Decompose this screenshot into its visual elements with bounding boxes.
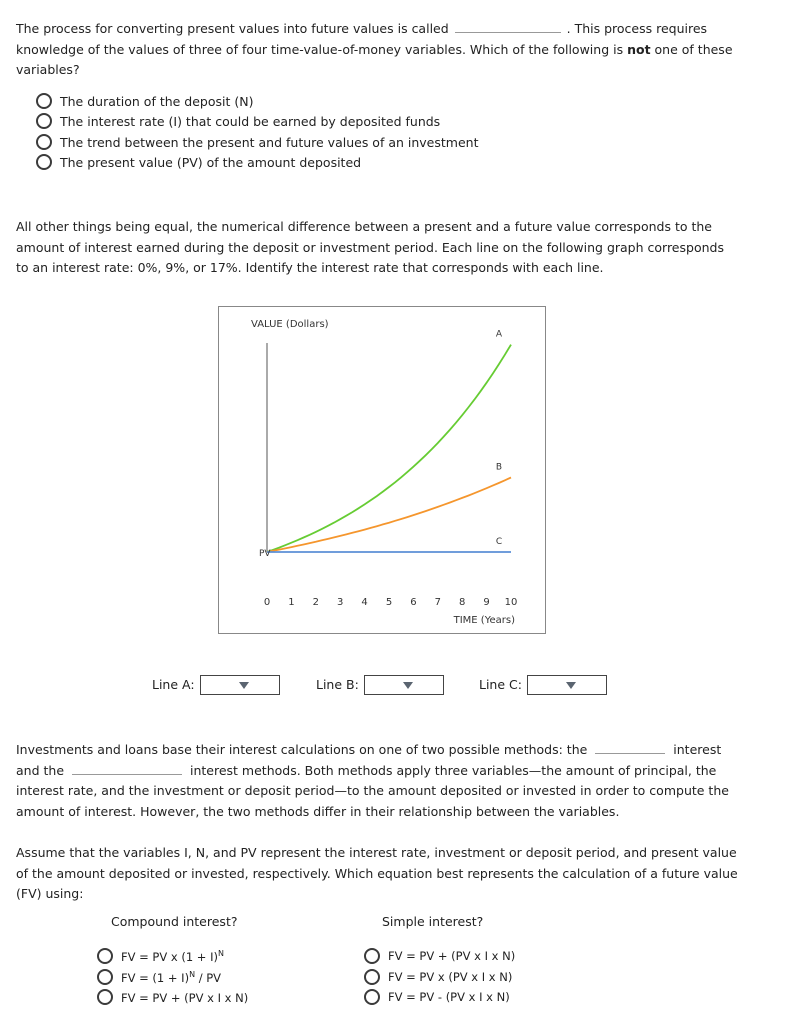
- line-c-label: Line C:: [479, 677, 522, 692]
- option-label: The duration of the deposit (N): [60, 93, 254, 109]
- q3-text1: Investments and loans base their interest calculations on one of two possible methods: the: [16, 742, 588, 757]
- chevron-down-icon: [239, 682, 249, 689]
- q4-intro: Assume that the variables I, N, and PV represent the interest rate, investment or deposit period, and present value of the amount deposited or invested, respectively. Which equation best represents the calculation of a future value (FV) using:: [16, 845, 738, 901]
- q2-intro: All other things being equal, the numerical difference between a present and a future value corresponds to the amount of interest earned during the deposit or investment period. Each line on the following graph corresponds to an interest rate: 0%, 9%, or 17%. Identify the interest rate that corresponds with each line.: [16, 219, 724, 275]
- line-a-label: Line A:: [152, 677, 195, 692]
- simple-option-0[interactable]: [364, 946, 515, 966]
- radio-button[interactable]: [364, 989, 380, 1005]
- q3-text3: the: [43, 762, 65, 778]
- option-label: The trend between the present and future values of an investment: [60, 134, 479, 150]
- q1-prompt: [16, 19, 736, 81]
- q1-option-1[interactable]: [36, 111, 440, 131]
- q3-text4: interest methods. Both methods apply three variables—the amount of principal, the interest rate, and the investment or deposit period—to the amount deposited or invested in order to compute the amount of interest. However, the two methods differ in their relationship between the variables.: [16, 762, 729, 819]
- q1-emphasis: not: [627, 41, 651, 57]
- x-tick-label: 6: [410, 597, 417, 608]
- series-line-a: [267, 345, 511, 552]
- chart-xlabel: TIME (Years): [453, 615, 515, 626]
- x-tick-label: 3: [337, 597, 344, 608]
- q3-prompt: [16, 740, 746, 822]
- formula-label: FV = PV x (PV x I x N): [388, 970, 513, 984]
- simple-option-2[interactable]: [364, 987, 510, 1007]
- q1-blank-input[interactable]: [455, 20, 561, 33]
- series-label-b: B: [495, 462, 503, 473]
- line-b-dropdown[interactable]: [364, 675, 444, 695]
- option-label: The present value (PV) of the amount deposited: [60, 154, 362, 170]
- radio-button[interactable]: [364, 969, 380, 985]
- q1-text-before: The process for converting present values into future values is called: [16, 21, 449, 36]
- q3-text2: interest and: [16, 742, 722, 778]
- x-tick-label: 1: [288, 597, 295, 608]
- line-c-dropdown[interactable]: [527, 675, 607, 695]
- x-tick-label: 10: [504, 597, 518, 608]
- q3-blank-input-2[interactable]: [72, 762, 182, 775]
- q3-blank-input-1[interactable]: [595, 741, 665, 754]
- q1-option-0[interactable]: [36, 91, 253, 111]
- x-tick-label: 7: [434, 597, 441, 608]
- series-label-c: C: [495, 537, 503, 547]
- simple-option-1[interactable]: [364, 967, 512, 987]
- radio-button[interactable]: [97, 948, 113, 964]
- formula-label: FV = PV + (PV x I x N): [121, 990, 249, 1005]
- chart-ylabel: VALUE (Dollars): [251, 319, 329, 330]
- radio-button[interactable]: [36, 154, 52, 170]
- x-tick-label: 2: [312, 597, 319, 608]
- pv-label: PV: [259, 549, 271, 559]
- line-a-dropdown[interactable]: [200, 675, 280, 695]
- formula-label: FV = PV x $(1 + I)^N$: [121, 948, 224, 964]
- radio-button[interactable]: [97, 969, 113, 985]
- compound-option-1[interactable]: [97, 967, 221, 987]
- chart-panel: [218, 306, 546, 634]
- option-label: The interest rate (I) that could be earned by deposited funds: [60, 113, 441, 129]
- formula-label: FV = $(1 + I)^N$ / PV: [121, 969, 222, 985]
- value-time-chart: [219, 307, 545, 633]
- x-tick-label: 4: [361, 597, 368, 608]
- x-tick-label: 8: [459, 597, 466, 608]
- x-tick-label: 9: [483, 597, 490, 608]
- x-tick-label: 0: [263, 597, 271, 608]
- series-label-a: A: [495, 329, 503, 340]
- radio-button[interactable]: [36, 93, 52, 109]
- x-tick-label: 5: [385, 597, 393, 608]
- chevron-down-icon: [566, 682, 576, 689]
- radio-button[interactable]: [36, 134, 52, 150]
- q1-text-end: one of these variables?: [16, 41, 733, 77]
- compound-option-2[interactable]: [97, 987, 248, 1007]
- q1-option-2[interactable]: [36, 132, 478, 152]
- formula-label: FV = PV - (PV x I x N): [388, 990, 510, 1004]
- q1-option-3[interactable]: [36, 152, 361, 172]
- radio-button[interactable]: [36, 113, 52, 129]
- series-line-b: [267, 478, 511, 553]
- line-b-label: Line B:: [316, 677, 359, 692]
- formula-label: FV = PV + (PV x I x N): [388, 949, 516, 963]
- simple-heading: Simple interest?: [382, 914, 484, 929]
- radio-button[interactable]: [97, 989, 113, 1005]
- compound-option-0[interactable]: [97, 946, 224, 966]
- chevron-down-icon: [403, 682, 413, 689]
- radio-button[interactable]: [364, 948, 380, 964]
- q1-text-after: . This process requires knowledge of the values of three of four time-value-of-money variables. Which of the following is: [16, 21, 708, 57]
- compound-heading: Compound interest?: [111, 914, 238, 929]
